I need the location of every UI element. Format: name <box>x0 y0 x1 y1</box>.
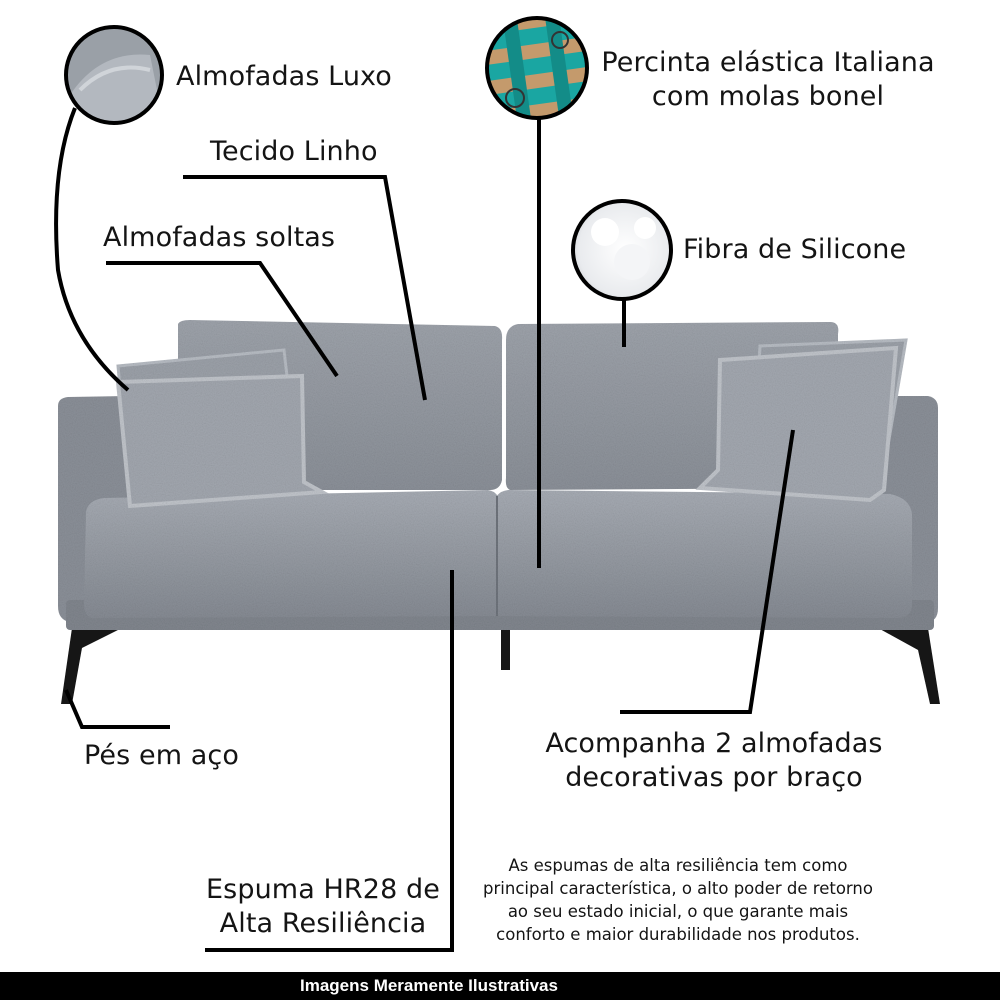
label-acompanha-line2: decorativas por braço <box>565 762 863 793</box>
inset-fibra-silicone <box>570 200 680 310</box>
label-almofadas-soltas: Almofadas soltas <box>103 222 336 253</box>
label-fibra-silicone: Fibra de Silicone <box>683 234 907 265</box>
leader-pes-aco <box>66 690 170 727</box>
sofa <box>58 320 940 704</box>
pillow-left-front <box>118 376 322 506</box>
espuma-description <box>458 854 898 946</box>
label-espuma <box>196 873 450 941</box>
inset-percinta <box>475 7 604 134</box>
label-almofadas-luxo: Almofadas Luxo <box>176 61 392 92</box>
label-percinta <box>596 46 940 114</box>
label-espuma-line2: Alta Resiliência <box>219 908 427 939</box>
label-pes-aco: Pés em aço <box>84 740 239 771</box>
footer-bar <box>0 972 1000 1000</box>
seat-cushion-left <box>84 490 500 618</box>
label-acompanha <box>526 727 902 795</box>
label-tecido-linho: Tecido Linho <box>210 136 378 167</box>
description-line1: As espumas de alta resiliência tem como <box>508 856 848 875</box>
pillow-right-front <box>700 348 896 500</box>
label-percinta-line1: Percinta elástica Italiana <box>601 47 935 78</box>
description-line3: ao seu estado inicial, o que garante mais <box>507 902 849 921</box>
description-line4: conforto e maior durabilidade nos produtos. <box>496 925 860 944</box>
seat-cushion-right <box>494 490 912 618</box>
label-espuma-line1: Espuma HR28 de <box>206 874 440 905</box>
footer-text: Imagens Meramente Ilustrativas <box>300 976 558 995</box>
sofa-leg-left <box>61 628 122 704</box>
label-percinta-line2: com molas bonel <box>651 81 885 112</box>
inset-almofadas-luxo <box>60 20 170 130</box>
description-line2: principal característica, o alto poder de retorno <box>483 879 873 898</box>
sofa-leg-right <box>878 628 940 704</box>
label-acompanha-line1: Acompanha 2 almofadas <box>545 728 883 759</box>
sofa-leg-center <box>501 628 510 670</box>
